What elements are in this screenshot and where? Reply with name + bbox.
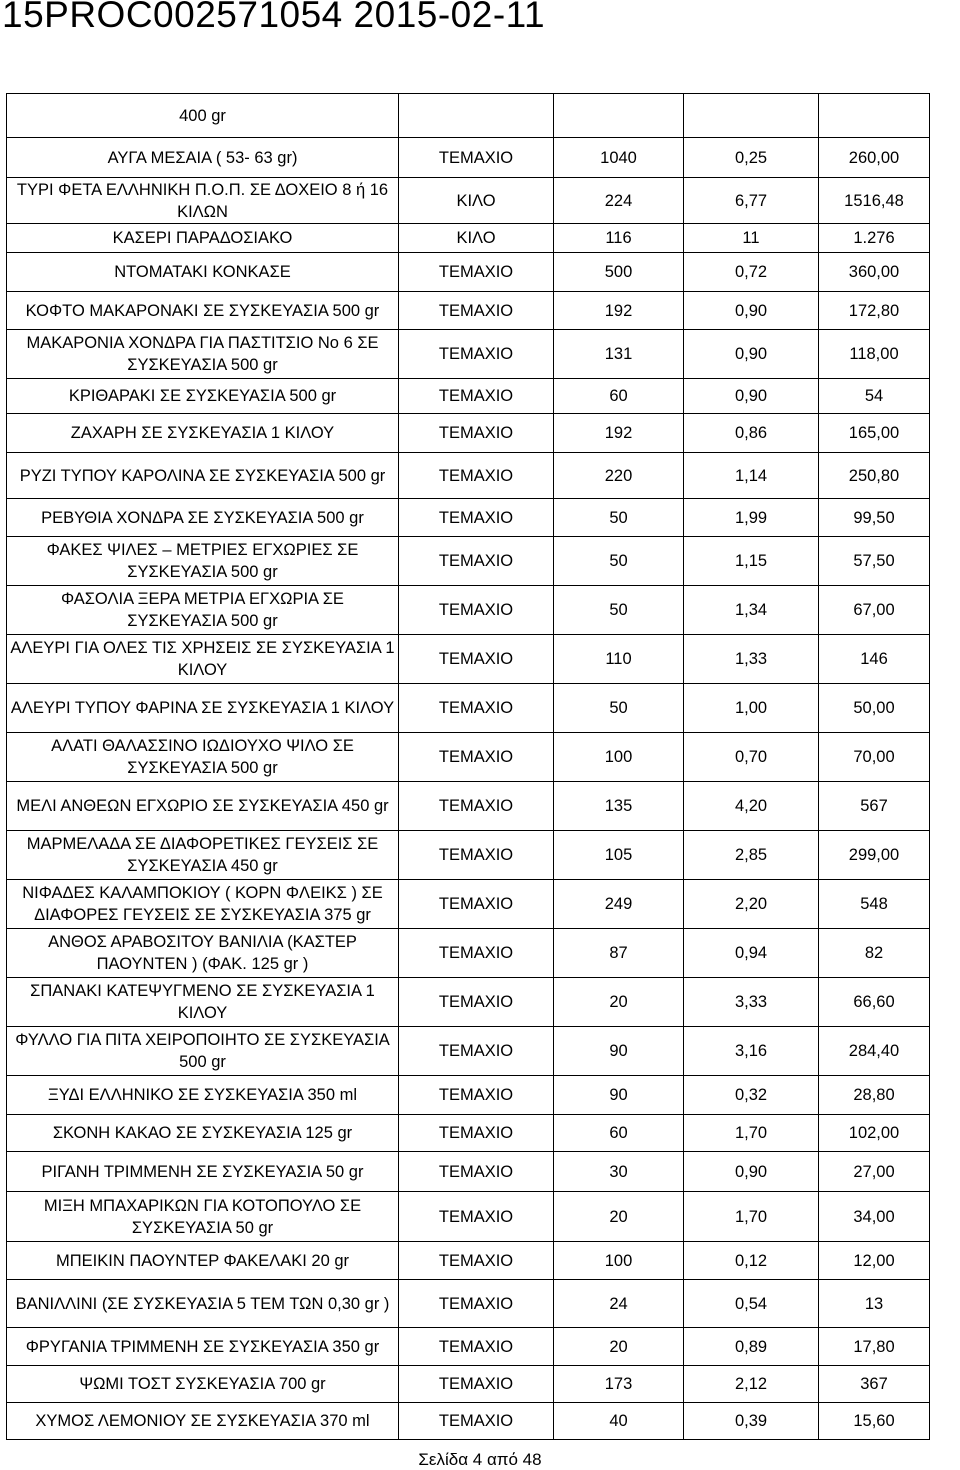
table-row <box>7 1152 930 1192</box>
item-total: 548 <box>819 880 930 929</box>
item-description: ΜΠΕΙΚΙΝ ΠΑΟΥΝΤΕΡ ΦΑΚΕΛΑΚΙ 20 gr <box>7 1242 399 1280</box>
item-quantity: 50 <box>554 537 684 586</box>
item-total: 27,00 <box>819 1152 930 1192</box>
item-description: ΜΑΚΑΡΟΝΙΑ ΧΟΝΔΡΑ ΓΙΑ ΠΑΣΤΙΤΣΙΟ Νο 6 ΣΕ ΣΥΣΚΕΥΑΣΙΑ 500 gr <box>7 330 399 379</box>
item-quantity: 60 <box>554 379 684 414</box>
item-quantity: 116 <box>554 224 684 253</box>
item-price: 0,12 <box>684 1242 819 1280</box>
item-description: ΑΛΑΤΙ ΘΑΛΑΣΣΙΝΟ ΙΩΔΙΟΥΧΟ ΨΙΛΟ ΣΕ ΣΥΣΚΕΥΑΣΙΑ 500 gr <box>7 733 399 782</box>
item-description: ΣΠΑΝΑΚΙ ΚΑΤΕΨΥΓΜΕΝΟ ΣΕ ΣΥΣΚΕΥΑΣΙΑ 1 ΚΙΛΟΥ <box>7 978 399 1027</box>
item-unit: ΤΕΜΑΧΙΟ <box>399 1027 554 1076</box>
item-price: 0,90 <box>684 330 819 379</box>
item-unit: ΚΙΛΟ <box>399 178 554 224</box>
item-quantity: 249 <box>554 880 684 929</box>
item-total: 567 <box>819 782 930 831</box>
item-quantity <box>554 94 684 138</box>
item-total: 50,00 <box>819 684 930 733</box>
item-description: ΡΥΖΙ ΤΥΠΟΥ ΚΑΡΟΛΙΝΑ ΣΕ ΣΥΣΚΕΥΑΣΙΑ 500 gr <box>7 453 399 499</box>
table-row <box>7 537 930 586</box>
item-quantity: 30 <box>554 1152 684 1192</box>
item-unit: ΤΕΜΑΧΙΟ <box>399 537 554 586</box>
item-quantity: 131 <box>554 330 684 379</box>
item-total: 260,00 <box>819 138 930 178</box>
item-description: ΣΚΟΝΗ ΚΑΚΑΟ ΣΕ ΣΥΣΚΕΥΑΣΙΑ 125 gr <box>7 1115 399 1152</box>
item-total: 299,00 <box>819 831 930 880</box>
item-description: ΖΑΧΑΡΗ ΣΕ ΣΥΣΚΕΥΑΣΙΑ 1 ΚΙΛΟΥ <box>7 414 399 453</box>
table-row <box>7 1280 930 1328</box>
item-description: ΝΤΟΜΑΤΑΚΙ ΚΟΝΚΑΣΕ <box>7 253 399 292</box>
item-price: 3,16 <box>684 1027 819 1076</box>
item-description: ΜΕΛΙ ΑΝΘΕΩΝ ΕΓΧΩΡΙΟ ΣΕ ΣΥΣΚΕΥΑΣΙΑ 450 gr <box>7 782 399 831</box>
item-description: ΦΑΣΟΛΙΑ ΞΕΡΑ ΜΕΤΡΙΑ ΕΓΧΩΡΙΑ ΣΕ ΣΥΣΚΕΥΑΣΙΑ 500 gr <box>7 586 399 635</box>
item-description: ΡΕΒΥΘΙΑ ΧΟΝΔΡΑ ΣΕ ΣΥΣΚΕΥΑΣΙΑ 500 gr <box>7 499 399 537</box>
item-unit: ΤΕΜΑΧΙΟ <box>399 782 554 831</box>
item-quantity: 1040 <box>554 138 684 178</box>
item-price: 2,20 <box>684 880 819 929</box>
item-unit: ΤΕΜΑΧΙΟ <box>399 929 554 978</box>
item-quantity: 100 <box>554 1242 684 1280</box>
item-quantity: 500 <box>554 253 684 292</box>
item-unit: ΤΕΜΑΧΙΟ <box>399 379 554 414</box>
item-total <box>819 94 930 138</box>
item-total: 284,40 <box>819 1027 930 1076</box>
item-unit: ΤΕΜΑΧΙΟ <box>399 1192 554 1242</box>
table-row <box>7 733 930 782</box>
item-description: ΚΟΦΤΟ ΜΑΚΑΡΟΝΑΚΙ ΣΕ ΣΥΣΚΕΥΑΣΙΑ 500 gr <box>7 292 399 330</box>
item-price: 1,00 <box>684 684 819 733</box>
item-description: ΦΡΥΓΑΝΙΑ ΤΡΙΜΜΕΝΗ ΣΕ ΣΥΣΚΕΥΑΣΙΑ 350 gr <box>7 1328 399 1366</box>
item-quantity: 87 <box>554 929 684 978</box>
item-unit <box>399 94 554 138</box>
document-id-header: 15PROC002571054 2015-02-11 <box>2 0 546 35</box>
item-price: 0,70 <box>684 733 819 782</box>
item-description: ΜΙΞΗ ΜΠΑΧΑΡΙΚΩΝ ΓΙΑ ΚΟΤΟΠΟΥΛΟ ΣΕ ΣΥΣΚΕΥΑΣΙΑ 50 gr <box>7 1192 399 1242</box>
item-unit: ΤΕΜΑΧΙΟ <box>399 292 554 330</box>
table-row <box>7 253 930 292</box>
item-total: 28,80 <box>819 1076 930 1115</box>
item-description: ΞΥΔΙ ΕΛΛΗΝΙΚΟ ΣΕ ΣΥΣΚΕΥΑΣΙΑ 350 ml <box>7 1076 399 1115</box>
table-row <box>7 782 930 831</box>
item-total: 118,00 <box>819 330 930 379</box>
table-row <box>7 635 930 684</box>
item-total: 66,60 <box>819 978 930 1027</box>
item-price: 0,86 <box>684 414 819 453</box>
item-total: 70,00 <box>819 733 930 782</box>
item-quantity: 50 <box>554 684 684 733</box>
item-unit: ΤΕΜΑΧΙΟ <box>399 1328 554 1366</box>
item-price: 1,70 <box>684 1115 819 1152</box>
item-unit: ΤΕΜΑΧΙΟ <box>399 1403 554 1440</box>
table-row <box>7 1115 930 1152</box>
item-description: 400 gr <box>7 94 399 138</box>
item-quantity: 192 <box>554 414 684 453</box>
item-unit: ΤΕΜΑΧΙΟ <box>399 1280 554 1328</box>
table-row <box>7 1076 930 1115</box>
item-unit: ΤΕΜΑΧΙΟ <box>399 684 554 733</box>
table-row <box>7 178 930 224</box>
item-description: ΧΥΜΟΣ ΛΕΜΟΝΙΟΥ ΣΕ ΣΥΣΚΕΥΑΣΙΑ 370 ml <box>7 1403 399 1440</box>
item-quantity: 173 <box>554 1366 684 1403</box>
item-total: 67,00 <box>819 586 930 635</box>
item-price: 0,32 <box>684 1076 819 1115</box>
item-price: 0,54 <box>684 1280 819 1328</box>
item-price: 0,90 <box>684 292 819 330</box>
item-total: 102,00 <box>819 1115 930 1152</box>
table-row <box>7 1328 930 1366</box>
item-total: 15,60 <box>819 1403 930 1440</box>
item-quantity: 105 <box>554 831 684 880</box>
item-total: 146 <box>819 635 930 684</box>
item-total: 13 <box>819 1280 930 1328</box>
item-quantity: 50 <box>554 586 684 635</box>
item-price: 0,94 <box>684 929 819 978</box>
item-quantity: 110 <box>554 635 684 684</box>
item-quantity: 220 <box>554 453 684 499</box>
item-price: 4,20 <box>684 782 819 831</box>
item-total: 250,80 <box>819 453 930 499</box>
item-price: 6,77 <box>684 178 819 224</box>
item-description: ΝΙΦΑΔΕΣ ΚΑΛΑΜΠΟΚΙΟΥ ( ΚΟΡΝ ΦΛΕΙΚΣ ) ΣΕ ΔΙΑΦΟΡΕΣ ΓΕΥΣΕΙΣ ΣΕ ΣΥΣΚΕΥΑΣΙΑ 375 gr <box>7 880 399 929</box>
item-description: ΑΛΕΥΡΙ ΤΥΠΟΥ ΦΑΡΙΝΑ ΣΕ ΣΥΣΚΕΥΑΣΙΑ 1 ΚΙΛΟΥ <box>7 684 399 733</box>
item-total: 99,50 <box>819 499 930 537</box>
item-price: 0,72 <box>684 253 819 292</box>
table-row <box>7 880 930 929</box>
table-row <box>7 94 930 138</box>
item-total: 34,00 <box>819 1192 930 1242</box>
item-total: 1.276 <box>819 224 930 253</box>
item-unit: ΤΕΜΑΧΙΟ <box>399 1242 554 1280</box>
item-price: 1,34 <box>684 586 819 635</box>
item-unit: ΤΕΜΑΧΙΟ <box>399 138 554 178</box>
table-row <box>7 684 930 733</box>
table-row <box>7 1192 930 1242</box>
item-total: 12,00 <box>819 1242 930 1280</box>
table-row <box>7 138 930 178</box>
item-total: 172,80 <box>819 292 930 330</box>
table-row <box>7 330 930 379</box>
item-unit: ΤΕΜΑΧΙΟ <box>399 453 554 499</box>
item-unit: ΤΕΜΑΧΙΟ <box>399 733 554 782</box>
item-total: 360,00 <box>819 253 930 292</box>
item-unit: ΤΕΜΑΧΙΟ <box>399 1366 554 1403</box>
item-quantity: 90 <box>554 1027 684 1076</box>
item-quantity: 192 <box>554 292 684 330</box>
item-quantity: 90 <box>554 1076 684 1115</box>
item-quantity: 60 <box>554 1115 684 1152</box>
item-price: 3,33 <box>684 978 819 1027</box>
table-row <box>7 379 930 414</box>
item-price: 0,39 <box>684 1403 819 1440</box>
item-quantity: 135 <box>554 782 684 831</box>
item-unit: ΚΙΛΟ <box>399 224 554 253</box>
item-price: 0,90 <box>684 379 819 414</box>
item-price: 1,99 <box>684 499 819 537</box>
item-quantity: 20 <box>554 1328 684 1366</box>
item-price: 1,15 <box>684 537 819 586</box>
item-quantity: 224 <box>554 178 684 224</box>
item-price: 2,85 <box>684 831 819 880</box>
item-total: 165,00 <box>819 414 930 453</box>
table-row <box>7 1403 930 1440</box>
item-total: 57,50 <box>819 537 930 586</box>
item-total: 17,80 <box>819 1328 930 1366</box>
table-row <box>7 292 930 330</box>
item-description: ΑΥΓΑ ΜΕΣΑΙΑ ( 53- 63 gr) <box>7 138 399 178</box>
table-row <box>7 414 930 453</box>
item-description: ΦΑΚΕΣ ΨΙΛΕΣ – ΜΕΤΡΙΕΣ ΕΓΧΩΡΙΕΣ ΣΕ ΣΥΣΚΕΥΑΣΙΑ 500 gr <box>7 537 399 586</box>
table-row <box>7 1366 930 1403</box>
table-row <box>7 224 930 253</box>
page-number-footer: Σελίδα 4 από 48 <box>418 1450 542 1469</box>
item-quantity: 100 <box>554 733 684 782</box>
item-unit: ΤΕΜΑΧΙΟ <box>399 978 554 1027</box>
item-unit: ΤΕΜΑΧΙΟ <box>399 586 554 635</box>
item-price: 0,25 <box>684 138 819 178</box>
item-price: 1,33 <box>684 635 819 684</box>
item-description: ΦΥΛΛΟ ΓΙΑ ΠΙΤΑ ΧΕΙΡΟΠΟΙΗΤΟ ΣΕ ΣΥΣΚΕΥΑΣΙΑ 500 gr <box>7 1027 399 1076</box>
item-total: 54 <box>819 379 930 414</box>
item-price: 2,12 <box>684 1366 819 1403</box>
item-quantity: 20 <box>554 978 684 1027</box>
item-description: ΤΥΡΙ ΦΕΤΑ ΕΛΛΗΝΙΚΗ Π.Ο.Π. ΣΕ ΔΟΧΕΙΟ 8 ή 16 ΚΙΛΩΝ <box>7 178 399 224</box>
item-unit: ΤΕΜΑΧΙΟ <box>399 1152 554 1192</box>
item-price: 0,90 <box>684 1152 819 1192</box>
item-description: ΑΛΕΥΡΙ ΓΙΑ ΟΛΕΣ ΤΙΣ ΧΡΗΣΕΙΣ ΣΕ ΣΥΣΚΕΥΑΣΙΑ 1 ΚΙΛΟΥ <box>7 635 399 684</box>
item-quantity: 24 <box>554 1280 684 1328</box>
item-total: 82 <box>819 929 930 978</box>
item-unit: ΤΕΜΑΧΙΟ <box>399 253 554 292</box>
item-description: ΒΑΝΙΛΛΙΝΙ (ΣΕ ΣΥΣΚΕΥΑΣΙΑ 5 ΤΕΜ ΤΩΝ 0,30 gr ) <box>7 1280 399 1328</box>
item-description: ΜΑΡΜΕΛΑΔΑ ΣΕ ΔΙΑΦΟΡΕΤΙΚΕΣ ΓΕΥΣΕΙΣ ΣΕ ΣΥΣΚΕΥΑΣΙΑ 450 gr <box>7 831 399 880</box>
item-quantity: 20 <box>554 1192 684 1242</box>
table-row <box>7 586 930 635</box>
item-total: 1516,48 <box>819 178 930 224</box>
item-price: 1,70 <box>684 1192 819 1242</box>
item-total: 367 <box>819 1366 930 1403</box>
item-price <box>684 94 819 138</box>
item-price: 0,89 <box>684 1328 819 1366</box>
item-unit: ΤΕΜΑΧΙΟ <box>399 414 554 453</box>
item-description: ΡΙΓΑΝΗ ΤΡΙΜΜΕΝΗ ΣΕ ΣΥΣΚΕΥΑΣΙΑ 50 gr <box>7 1152 399 1192</box>
item-unit: ΤΕΜΑΧΙΟ <box>399 499 554 537</box>
item-unit: ΤΕΜΑΧΙΟ <box>399 635 554 684</box>
table-row <box>7 929 930 978</box>
item-description: ΨΩΜΙ ΤΟΣΤ ΣΥΣΚΕΥΑΣΙΑ 700 gr <box>7 1366 399 1403</box>
item-unit: ΤΕΜΑΧΙΟ <box>399 880 554 929</box>
table-row <box>7 978 930 1027</box>
item-unit: ΤΕΜΑΧΙΟ <box>399 1076 554 1115</box>
item-quantity: 50 <box>554 499 684 537</box>
item-description: ΑΝΘΟΣ ΑΡΑΒΟΣΙΤΟΥ ΒΑΝΙΛΙΑ (ΚΑΣΤΕΡ ΠΑΟΥΝΤΕΝ ) (ΦΑΚ. 125 gr ) <box>7 929 399 978</box>
item-unit: ΤΕΜΑΧΙΟ <box>399 831 554 880</box>
item-description: ΚΑΣΕΡΙ ΠΑΡΑΔΟΣΙΑΚΟ <box>7 224 399 253</box>
item-price: 11 <box>684 224 819 253</box>
table-row <box>7 1027 930 1076</box>
table-row <box>7 499 930 537</box>
table-row <box>7 831 930 880</box>
item-unit: ΤΕΜΑΧΙΟ <box>399 1115 554 1152</box>
item-quantity: 40 <box>554 1403 684 1440</box>
table-row <box>7 453 930 499</box>
table-row <box>7 1242 930 1280</box>
item-price: 1,14 <box>684 453 819 499</box>
item-description: ΚΡΙΘΑΡΑΚΙ ΣΕ ΣΥΣΚΕΥΑΣΙΑ 500 gr <box>7 379 399 414</box>
items-table <box>6 93 930 1440</box>
item-unit: ΤΕΜΑΧΙΟ <box>399 330 554 379</box>
